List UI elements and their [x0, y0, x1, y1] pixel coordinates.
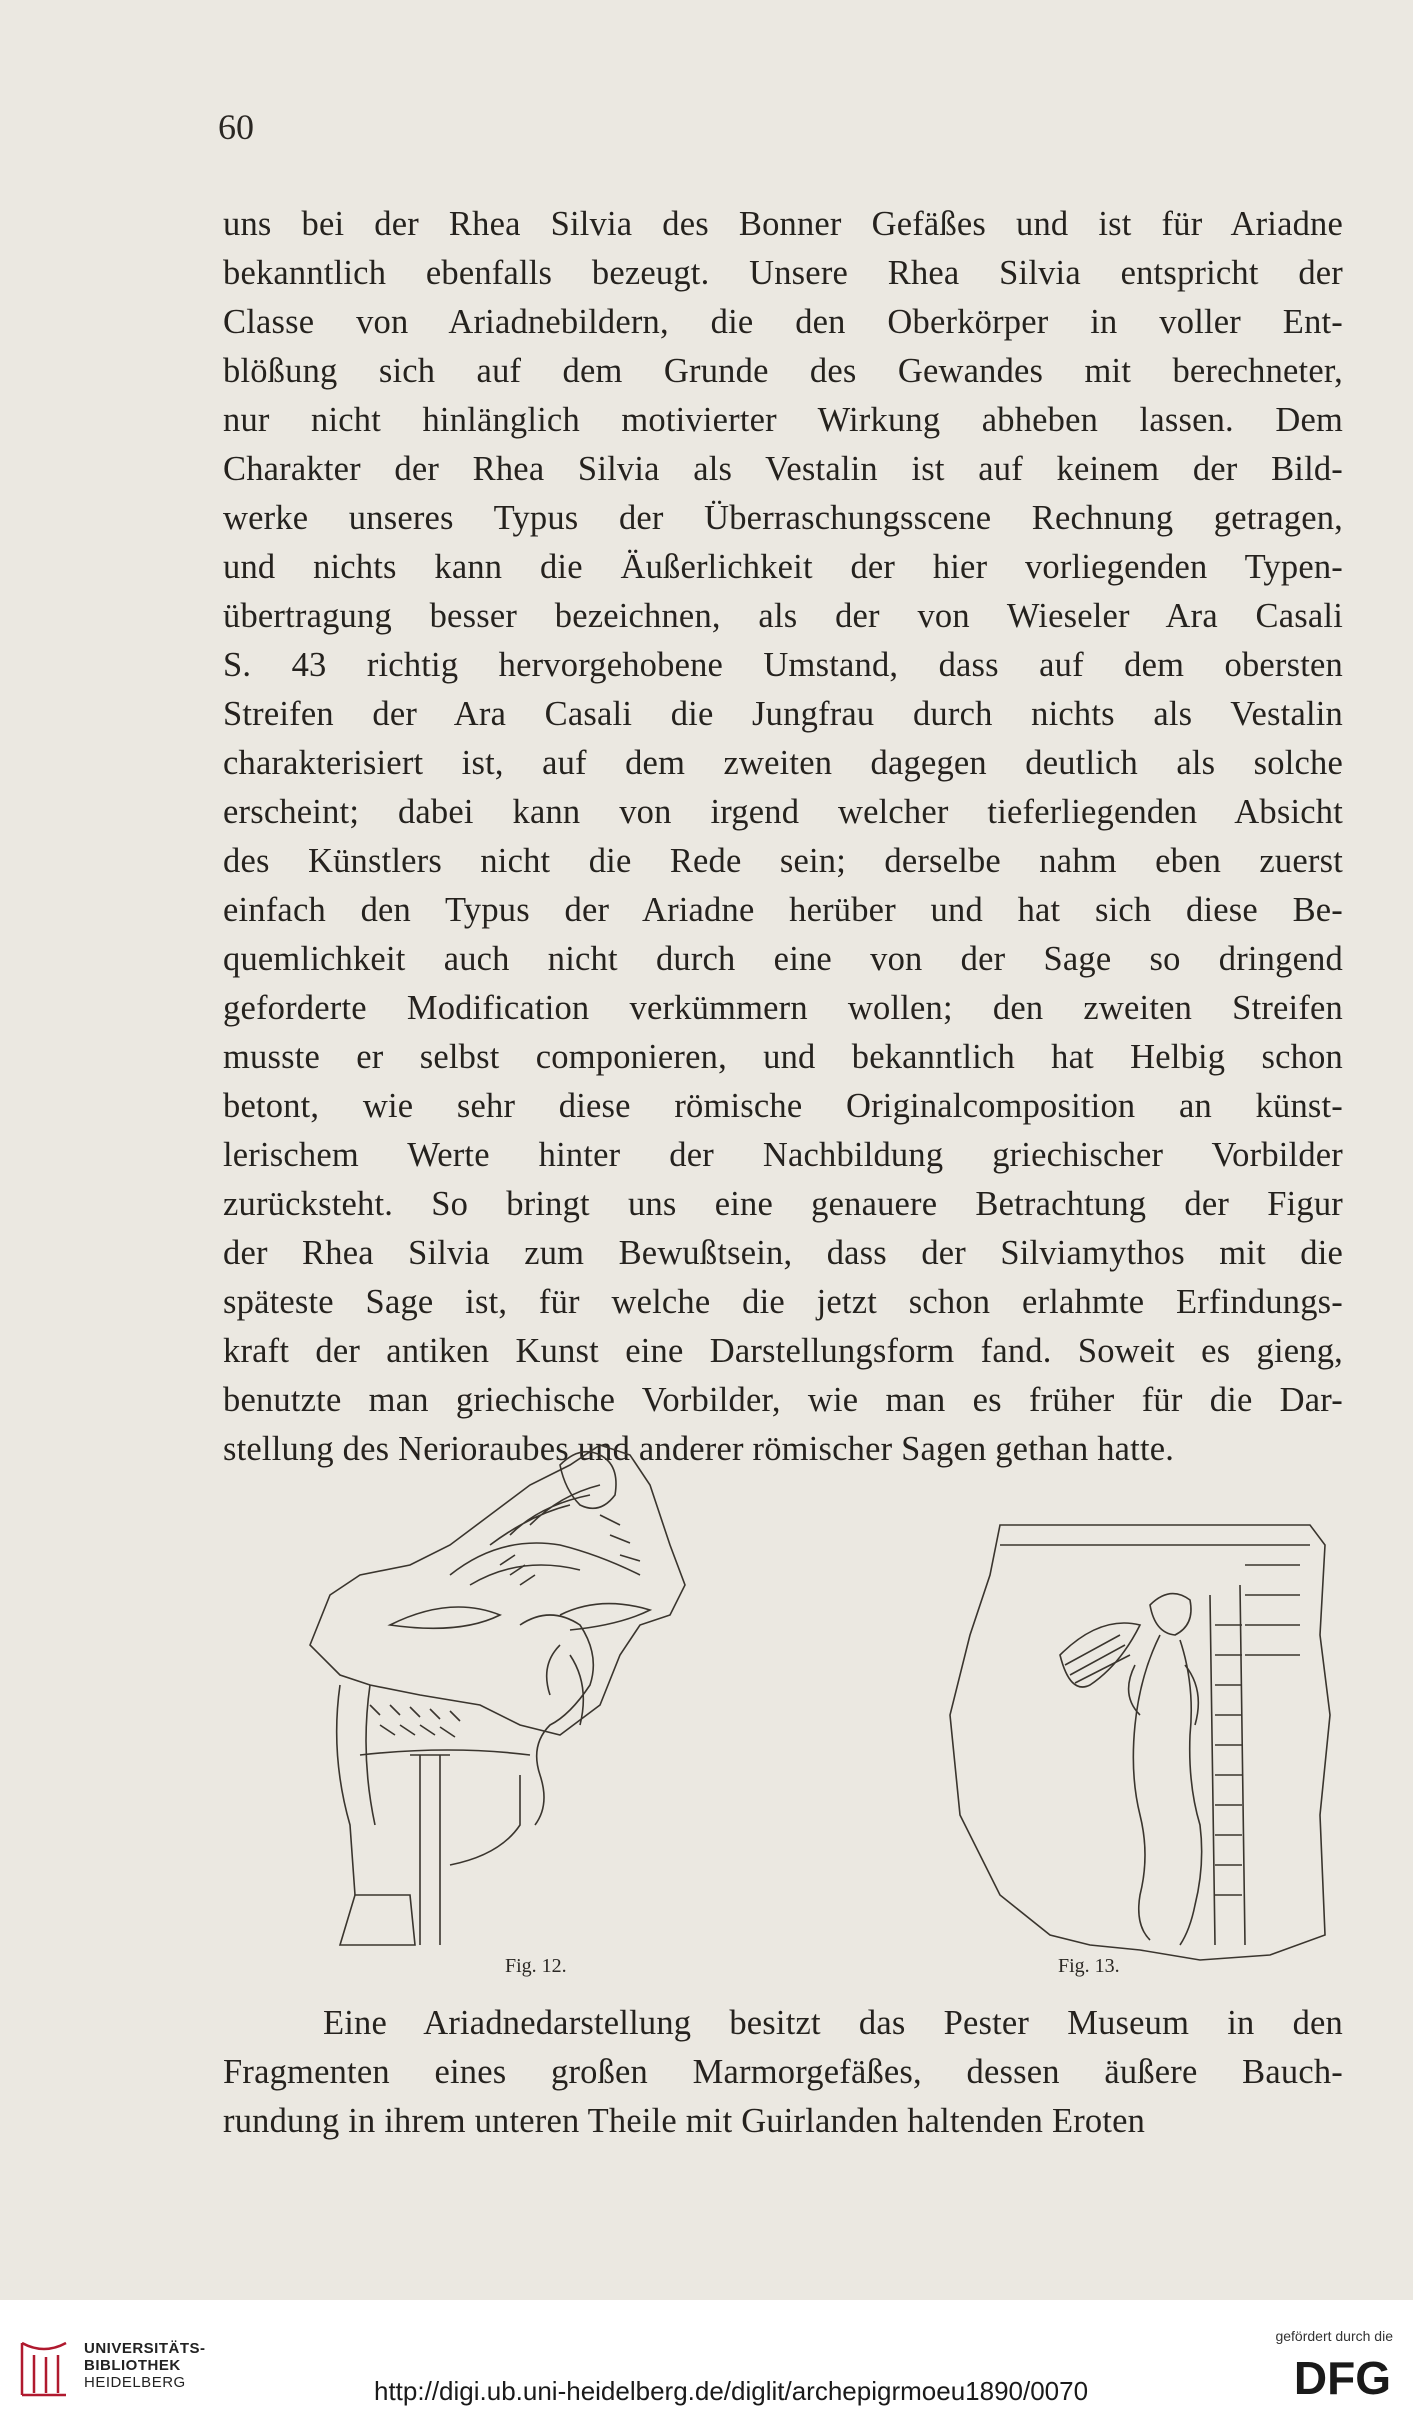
- text-line: Classe von Ariadnebildern, die den Oberkörper in voller Ent-: [223, 303, 1343, 341]
- library-name-line-2: BIBLIOTHEK: [84, 2357, 181, 2374]
- text-line: Fragmenten eines großen Marmorgefäßes, dessen äußere Bauch-: [223, 2053, 1343, 2091]
- body-paragraph-1: [223, 200, 1343, 1474]
- text-line: lerischem Werte hinter der Nachbildung griechischer Vorbilder: [223, 1136, 1343, 1174]
- text-line: Eine Ariadnedarstellung besitzt das Pester Museum in den: [323, 2004, 1343, 2042]
- text-line: betont, wie sehr diese römische Originalcomposition an künst-: [223, 1087, 1343, 1125]
- text-line: Charakter der Rhea Silvia als Vestalin ist auf keinem der Bild-: [223, 450, 1343, 488]
- text-line: blößung sich auf dem Grunde des Gewandes mit berechneter,: [223, 352, 1343, 390]
- text-line: kraft der antiken Kunst eine Darstellungsform fand. Soweit es gieng,: [223, 1332, 1343, 1370]
- text-line: geforderte Modification verkümmern wollen; den zweiten Streifen: [223, 989, 1343, 1027]
- text-line: des Künstlers nicht die Rede sein; derselbe nahm eben zuerst: [223, 842, 1343, 880]
- funder-block: [1243, 2328, 1393, 2402]
- university-library-logo-icon: [14, 2335, 74, 2403]
- page-number: 60: [218, 107, 254, 147]
- fig-12-drawing: [300, 1425, 800, 1965]
- text-line: werke unseres Typus der Überraschungsscene Rechnung getragen,: [223, 499, 1343, 537]
- text-line: uns bei der Rhea Silvia des Bonner Gefäßes und ist für Ariadne: [223, 205, 1343, 243]
- text-line: bekanntlich ebenfalls bezeugt. Unsere Rhea Silvia entspricht der: [223, 254, 1343, 292]
- library-name-line-1: UNIVERSITÄTS-: [84, 2340, 206, 2357]
- text-line: Streifen der Ara Casali die Jungfrau durch nichts als Vestalin: [223, 695, 1343, 733]
- text-line: nur nicht hinlänglich motivierter Wirkung abheben lassen. Dem: [223, 401, 1343, 439]
- text-line: benutzte man griechische Vorbilder, wie man es früher für die Dar-: [223, 1381, 1343, 1419]
- text-line: der Rhea Silvia zum Bewußtsein, dass der Silviamythos mit die: [223, 1234, 1343, 1272]
- text-line: musste er selbst componieren, und bekanntlich hat Helbig schon: [223, 1038, 1343, 1076]
- fig-13-drawing: [940, 1515, 1340, 1965]
- text-line: stellung des Nerioraubes und anderer römischer Sagen gethan hatte.: [223, 1430, 1175, 1468]
- text-line: späteste Sage ist, für welche die jetzt schon erlahmte Erfindungs-: [223, 1283, 1343, 1321]
- text-line: charakterisiert ist, auf dem zweiten dagegen deutlich als solche: [223, 744, 1343, 782]
- permalink-url[interactable]: http://digi.ub.uni-heidelberg.de/diglit/archepigrmoeu1890/0070: [374, 2376, 1089, 2406]
- digitization-footer: [0, 2300, 1413, 2425]
- library-name: [84, 2340, 206, 2391]
- text-line: quemlichkeit auch nicht durch eine von der Sage so dringend: [223, 940, 1343, 978]
- dfg-logo-icon: [1243, 2352, 1393, 2402]
- text-line: und nichts kann die Äußerlichkeit der hier vorliegenden Typen-: [223, 548, 1343, 586]
- text-line: übertragung besser bezeichnen, als der von Wieseler Ara Casali: [223, 597, 1343, 635]
- fig-13-caption: Fig. 13.: [1058, 1955, 1120, 1977]
- text-line: rundung in ihrem unteren Theile mit Guirlanden haltenden Eroten: [223, 2102, 1146, 2140]
- text-line: einfach den Typus der Ariadne herüber und hat sich diese Be-: [223, 891, 1343, 929]
- funder-label: gefördert durch die: [1275, 2328, 1393, 2344]
- dfg-logo-text: DFG: [1293, 2352, 1391, 2402]
- text-line: erscheint; dabei kann von irgend welcher tieferliegenden Absicht: [223, 793, 1343, 831]
- text-line: zurücksteht. So bringt uns eine genauere Betrachtung der Figur: [223, 1185, 1343, 1223]
- library-name-line-3: HEIDELBERG: [84, 2374, 186, 2391]
- text-line: S. 43 richtig hervorgehobene Umstand, dass auf dem obersten: [223, 646, 1343, 684]
- fig-12-caption: Fig. 12.: [505, 1955, 567, 1977]
- figures-area: [300, 1425, 1360, 1985]
- body-paragraph-2: [223, 1999, 1343, 2146]
